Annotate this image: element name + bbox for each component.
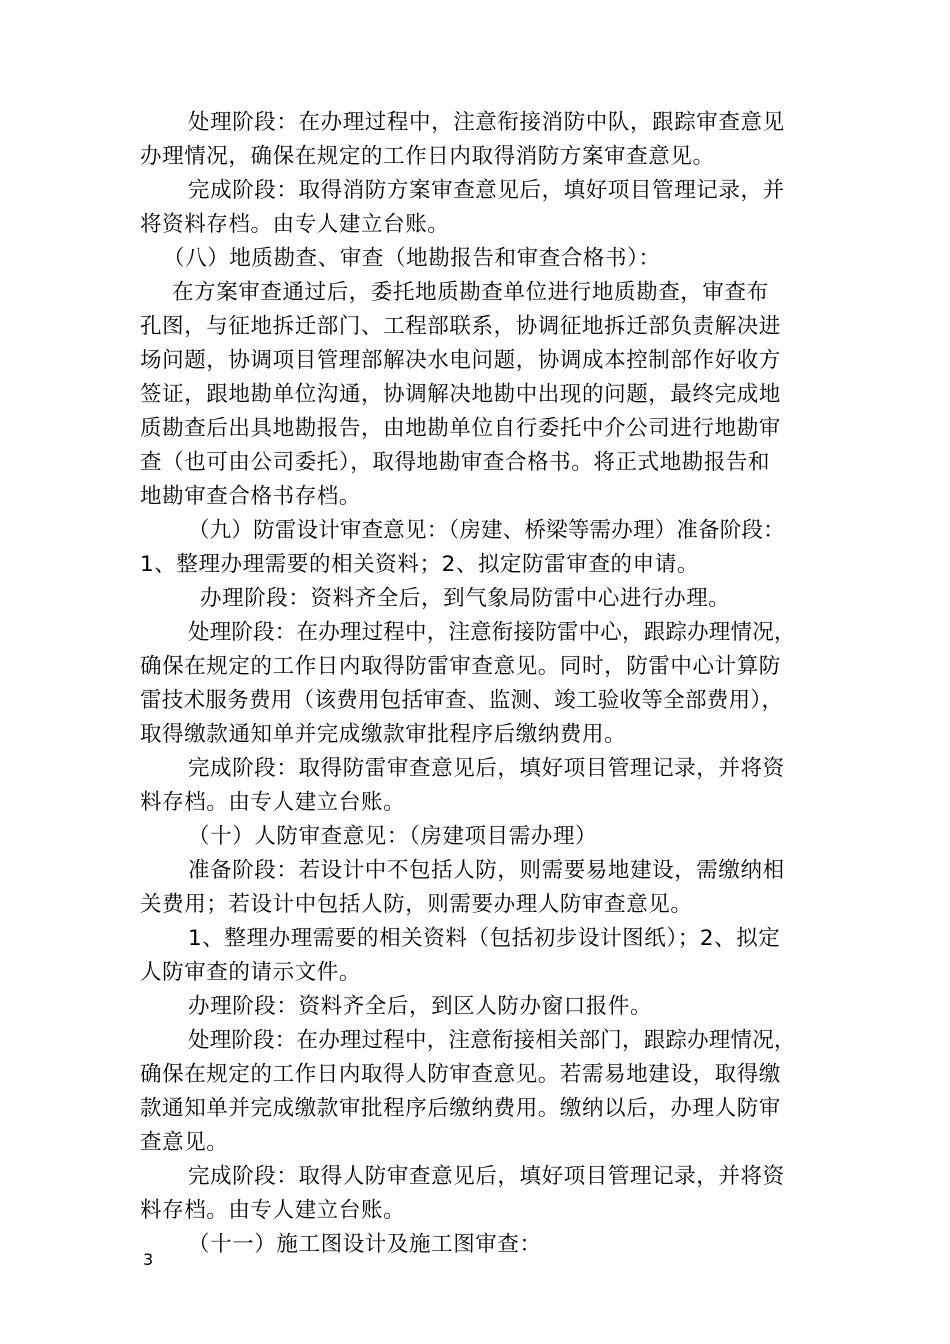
paragraph-line: 1、整理办理需要的相关资料（包括初步设计图纸）；2、拟定 <box>188 926 781 951</box>
paragraph-line: 雷技术服务费用（该费用包括审查、监测、竣工验收等全部费用）， <box>140 688 784 713</box>
paragraph-line: 场问题，协调项目管理部解决水电问题，协调成本控制部作好收方 <box>140 348 781 373</box>
paragraph-line: 办理阶段：资料齐全后，到气象局防雷中心进行办理。 <box>200 586 731 611</box>
paragraph-line: 办理情况，确保在规定的工作日内取得消防方案审查意见。 <box>140 144 715 169</box>
paragraph-line: 处理阶段：在办理过程中，注意衔接消防中队，跟踪审查意见 <box>188 110 785 135</box>
paragraph-line: 地勘审查合格书存档。 <box>140 484 362 509</box>
paragraph-line: 确保在规定的工作日内取得人防审查意见。若需易地建设，取得缴 <box>140 1062 781 1087</box>
section-heading: （八）地质勘查、审查（地勘报告和审查合格书）： <box>163 246 661 271</box>
paragraph-line: 处理阶段：在办理过程中，注意衔接相关部门，跟踪办理情况， <box>188 1028 796 1053</box>
paragraph-line: 查（也可由公司委托），取得地勘审查合格书。将正式地勘报告和 <box>140 450 771 475</box>
section-heading: （十一）施工图设计及施工图审查： <box>188 1232 542 1257</box>
paragraph-line: 准备阶段：若设计中不包括人防，则需要易地建设，需缴纳相 <box>188 858 785 883</box>
paragraph-line: 办理阶段：资料齐全后，到区人防办窗口报件。 <box>188 994 653 1019</box>
page-number: 3 <box>143 1250 154 1269</box>
paragraph-line: 处理阶段：在办理过程中，注意衔接防雷中心，跟踪办理情况， <box>188 620 796 645</box>
paragraph-line: 确保在规定的工作日内取得防雷审查意见。同时，防雷中心计算防 <box>140 654 781 679</box>
section-heading: （九）防雷设计审查意见：（房建、桥梁等需办理）准备阶段： <box>188 518 785 543</box>
paragraph-line: 完成阶段：取得人防审查意见后，填好项目管理记录，并将资 <box>188 1164 785 1189</box>
section-heading: （十）人防审查意见：（房建项目需办理） <box>188 824 598 849</box>
paragraph-line: 完成阶段：取得防雷审查意见后，填好项目管理记录，并将资 <box>188 756 785 781</box>
paragraph-line: 在方案审查通过后，委托地质勘查单位进行地质勘查，审查布 <box>172 280 769 305</box>
paragraph-line: 取得缴款通知单并完成缴款审批程序后缴纳费用。 <box>140 722 627 747</box>
paragraph-line: 料存档。由专人建立台账。 <box>140 1198 406 1223</box>
paragraph-line: 将资料存档。由专人建立台账。 <box>140 212 450 237</box>
paragraph-line: 款通知单并完成缴款审批程序后缴纳费用。缴纳以后，办理人防审 <box>140 1096 781 1121</box>
paragraph-line: 1、整理办理需要的相关资料；2、拟定防雷审查的申请。 <box>140 552 699 577</box>
paragraph-line: 查意见。 <box>140 1130 229 1155</box>
paragraph-line: 孔图，与征地拆迁部门、工程部联系，协调征地拆迁部负责解决进 <box>140 314 781 339</box>
paragraph-line: 质勘查后出具地勘报告，由地勘单位自行委托中介公司进行地勘审 <box>140 416 781 441</box>
paragraph-line: 人防审查的请示文件。 <box>140 960 362 985</box>
paragraph-line: 签证，跟地勘单位沟通，协调解决地勘中出现的问题，最终完成地 <box>140 382 781 407</box>
paragraph-line: 关费用；若设计中包括人防，则需要办理人防审查意见。 <box>140 892 693 917</box>
paragraph-line: 完成阶段：取得消防方案审查意见后，填好项目管理记录，并 <box>188 178 785 203</box>
paragraph-line: 料存档。由专人建立台账。 <box>140 790 406 815</box>
